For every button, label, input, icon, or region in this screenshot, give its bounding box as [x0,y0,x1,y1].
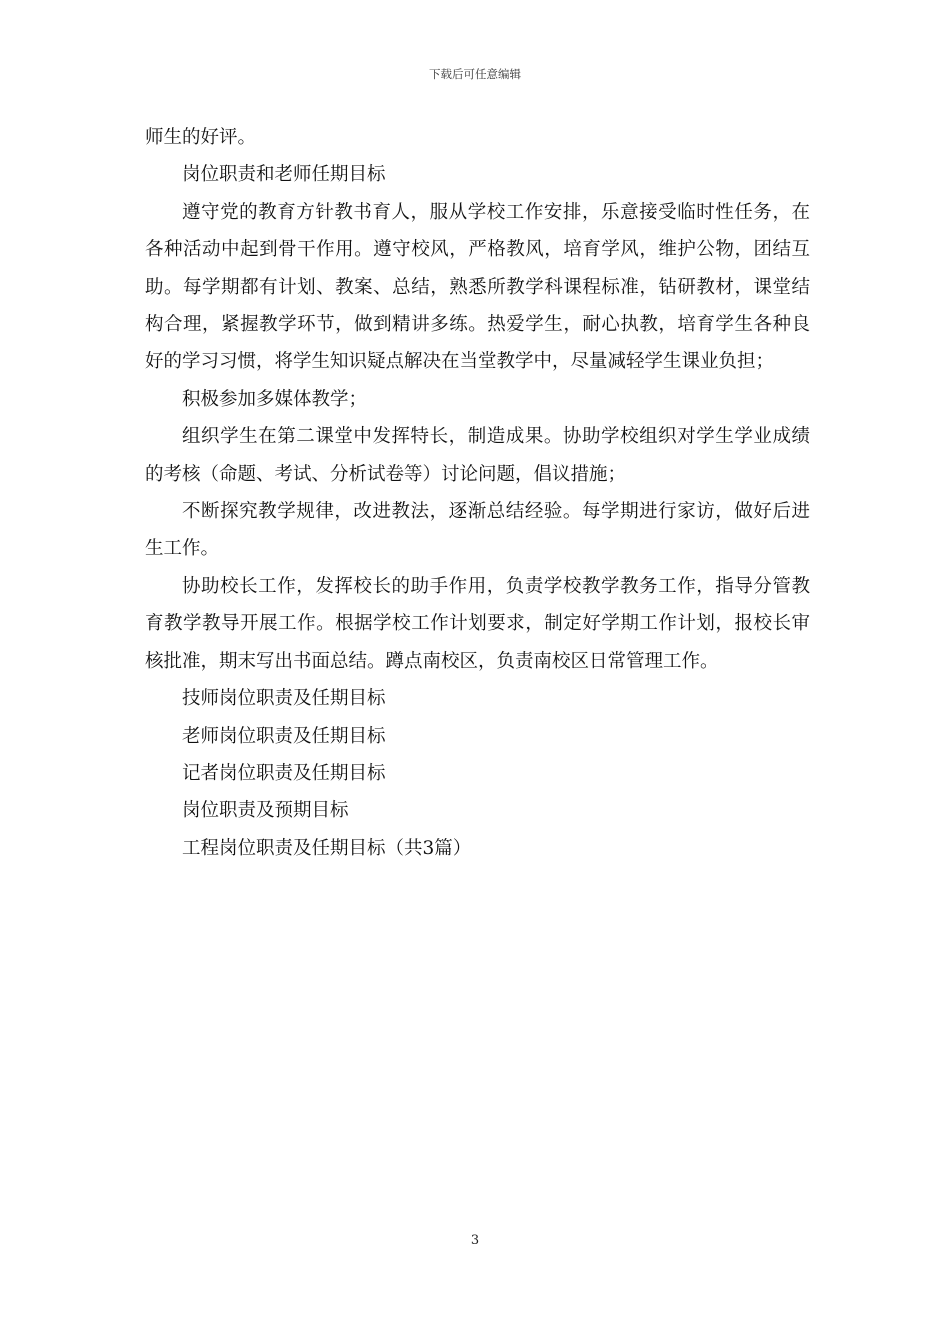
document-body [145,119,810,867]
paragraph-multimedia: 积极参加多媒体教学； [182,388,368,410]
paragraph-duties: 遵守党的教育方针教书育人，服从学校工作安排，乐意接受临时性任务，在各种活动中起到骨干作用。遵守校风，严格教风，培育学风，维护公物，团结互助。每学期都有计划、教案、总结，熟悉所教学科课程标准，钻研教材，课堂结构合理，紧握教学环节，做到精讲多练。热爱学生，耐心执教，培育学生各种良好的学习习惯，将学生知识疑点解决在当堂教学中，尽量减轻学生课业负担； [145,201,810,373]
paragraph-assist-principal: 协助校长工作，发挥校长的助手作用，负责学校教学教务工作，指导分管教育教学教导开展工作。根据学校工作计划要求，制定好学期工作计划，报校长审核批准，期末写出书面总结。蹲点南校区，负责南校区日常管理工作。 [145,575,810,672]
page-number: 3 [470,1233,480,1248]
page-header: 下载后可任意编辑 [429,67,521,81]
paragraph-continuation: 师生的好评。 [145,127,257,148]
related-link-reporter: 记者岗位职责及任期目标 [182,762,386,784]
related-link-teacher: 老师岗位职责及任期目标 [182,725,386,747]
paragraph-second-classroom: 组织学生在第二课堂中发挥特长，制造成果。协助学校组织对学生学业成绩的考核（命题、考试、分析试卷等）讨论问题，倡议措施； [145,426,810,485]
related-link-technician: 技师岗位职责及任期目标 [182,688,386,710]
paragraph-teaching-research: 不断探究教学规律，改进教法，逐渐总结经验。每学期进行家访，做好后进生工作。 [145,501,810,560]
related-link-expected-goals: 岗位职责及预期目标 [182,800,349,822]
related-link-engineering: 工程岗位职责及任期目标（共3篇） [182,837,472,859]
heading-teacher-duties: 岗位职责和老师任期目标 [182,164,386,186]
